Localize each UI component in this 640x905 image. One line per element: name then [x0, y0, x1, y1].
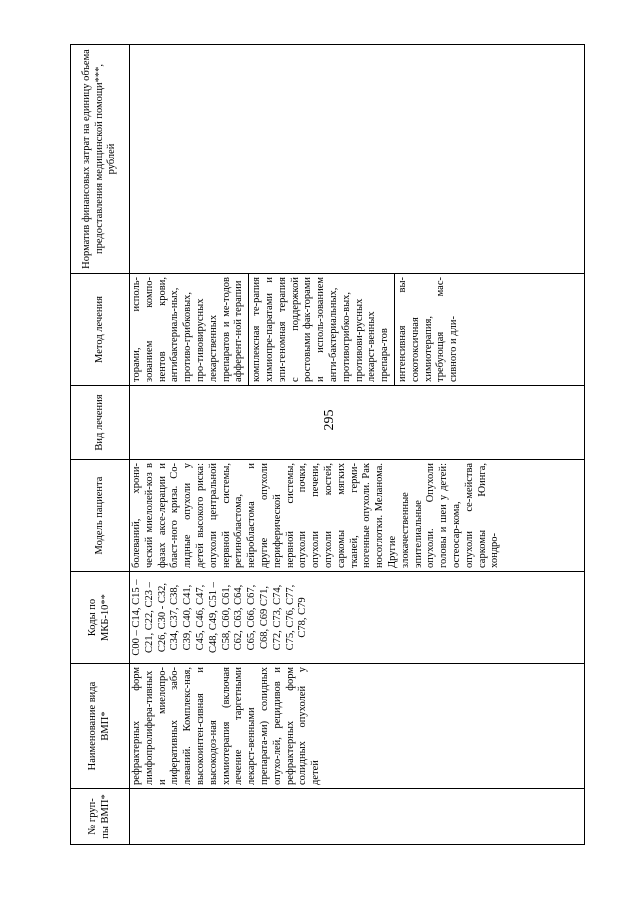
cell-vmp-name: рефрактерных форм лимфопролифера-тивных и миелопро-лиферативных забо-леваний. Комплекс-ная, высокоинтен-сивная и высокодоз-ная химиотерапия (включая лечение таргетными лекарст-венными препарата-ми) солидных опухо-лей, рецидивов и рефрактерных форм солидных опухолей у детей: [130, 664, 585, 789]
cell-patient-model: болеваний, хрони-ческий миелолей-коз в фазах аксе-лерации и бласт-ного криза. Со-лидные опухоли у детей высокого риска: опухоли центральной нервной системы, ретинобластома, нейробластома и другие опухоли периферической нервной системы, опухоли почки, опухоли печени, опухоли костей, саркомы мягких тканей, герми-ногенные опухоли. Рак носоглотки. Меланома. Другие злокачественные эпителиальные опухоли. Опухоли головы и шеи у детей: остеосар-кома, опухоли се-мейства саркомы Юинга, хондро-: [130, 460, 585, 572]
rotated-table-container: [70, 45, 585, 845]
header-patient-model: Модель пациента: [71, 460, 130, 572]
table-header-row: [71, 45, 130, 845]
header-treatment-type: Вид лечения: [71, 386, 130, 460]
header-group: № груп-пы ВМП*: [71, 789, 130, 845]
method-block-3: интенсивная вы-сокотоксичная химиотерапия, требующая мас-сивного и дли-: [394, 274, 461, 385]
cell-group: [130, 789, 585, 845]
header-cost-standard: Норматив финансовых затрат на единицу объема предоставления медицинской помощи***, рублей: [71, 45, 130, 274]
cell-treatment-method: [130, 274, 585, 386]
method-block-2: комплексная те-рапия химиопре-паратами и эпи-геномная терапия с поддержкой ростовыми фак-торами и исполь-зованием анти-бактериальных, противогрибко-вых, противови-русных лекарст-венных препара-тов: [248, 274, 392, 385]
cell-treatment-type: [130, 386, 585, 460]
page-number: 295: [322, 409, 337, 431]
vmp-table: [70, 44, 585, 845]
header-icd-codes: Коды по МКБ-10**: [71, 572, 130, 664]
cell-cost-standard: [130, 45, 585, 274]
header-treatment-method: Метод лечения: [71, 274, 130, 386]
table-row: [130, 45, 585, 845]
cell-icd-codes: C00 – C14, C15 – C21, C22, C23 – C26, C30 - C32, C34, C37, C38, C39, C40, C41, C45, C46, C47, C48, C49, C51 – C58, C60, C61, C62, C63, C64, C65, C66, C67, C68, C69 C71, C72, C73, C74, C75, C76, C77, C78, C79: [130, 572, 585, 664]
header-vmp-name: Наименование вида ВМП*: [71, 664, 130, 789]
method-block-1: торами, исполь-зованием компо-нентов крови, антибактериаль-ных, противо-грибковых, про-тивовирусных лекарственных препаратов и ме-тодов афферент-ной терапии: [131, 277, 245, 382]
